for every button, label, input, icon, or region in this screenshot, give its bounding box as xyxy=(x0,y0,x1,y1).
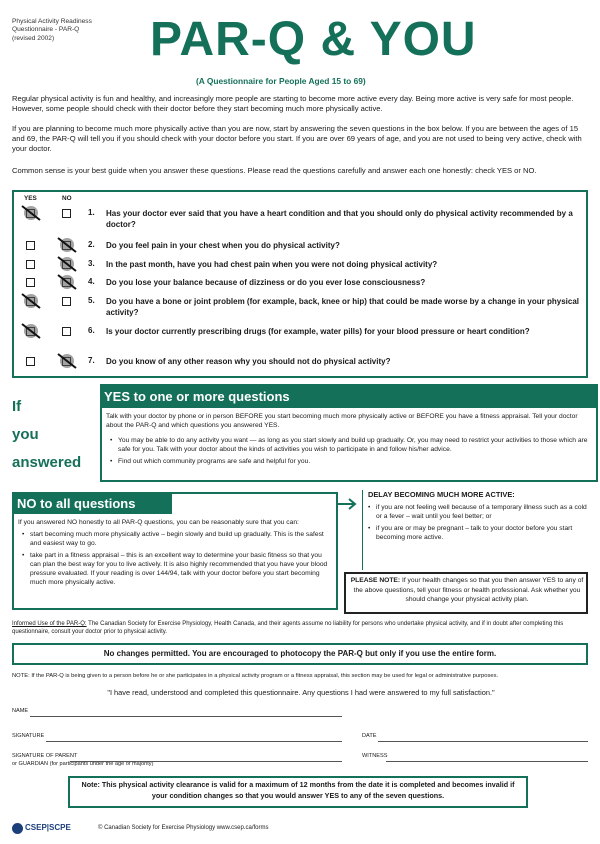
date-field[interactable] xyxy=(378,741,588,742)
signature-field[interactable] xyxy=(46,741,342,742)
question-text: Is your doctor currently prescribing drugs (for example, water pills) for your blood pressure or heart condition? xyxy=(106,327,530,336)
check-mark-icon xyxy=(20,292,42,310)
answered-word: answered xyxy=(12,454,82,471)
you-word: you xyxy=(12,426,39,443)
yes-column-label: YES xyxy=(24,195,37,202)
yes-bullet-1: • You may be able to do any activity you want — as long as you start slowly and build up gradually. Or, you may need to restrict your activities to those which are safe for you. Talk with your doctor about the kinds of activities you wish to participate in and follow his/her advice. xyxy=(110,436,590,454)
no-section-heading: NO to all questions xyxy=(17,496,136,511)
form-id-line-3: (revised 2002) xyxy=(12,34,55,42)
check-mark-icon xyxy=(56,352,78,370)
no-section-list xyxy=(22,530,332,587)
question-text: Has your doctor ever said that you have a heart condition and that you should only do physical activity recommended by a doctor? xyxy=(106,209,573,229)
if-word: If xyxy=(12,398,22,415)
yes-bullet-2: • Find out which community programs are safe and helpful for you. xyxy=(110,457,590,466)
question-number: 1. xyxy=(88,208,95,217)
no-changes-text: No changes permitted. You are encouraged to photocopy the PAR-Q but only if you use the entire form. xyxy=(103,649,497,658)
declaration-text: "I have read, understood and completed this questionnaire. Any questions I had were answered to my full satisfaction." xyxy=(107,688,495,697)
question-number: 5. xyxy=(88,296,95,305)
legal-note: NOTE: If the PAR-Q is being given to a person before he or she participates in a physical activity program or a fitness appraisal, this section may be used for legal or administrative purposes. xyxy=(12,673,499,679)
check-mark-icon xyxy=(20,204,42,222)
name-field[interactable] xyxy=(30,716,342,717)
question-text: Do you have a bone or joint problem (for example, back, knee or hip) that could be made worse by a change in your physical activity? xyxy=(106,297,579,317)
delay-bullet-1: • if you are not feeling well because of a temporary illness such as a cold or a fever – wait until you feel better; or xyxy=(368,503,590,521)
parent-signature-field[interactable] xyxy=(70,761,342,762)
question-number: 2. xyxy=(88,240,95,249)
informed-use-label: Informed Use of the PAR-Q: xyxy=(12,621,87,627)
arrow-right-icon xyxy=(338,498,360,510)
delay-bullet-2: • if you are or may be pregnant – talk to your doctor before you start becoming more active. xyxy=(368,524,590,542)
witness-label: WITNESS xyxy=(362,753,388,759)
signature-label: SIGNATURE xyxy=(12,733,45,739)
check-mark-icon xyxy=(56,273,78,291)
yes-section-heading: YES to one or more questions xyxy=(104,389,290,404)
yes-checkbox[interactable] xyxy=(26,260,35,269)
question-number: 6. xyxy=(88,326,95,335)
intro-paragraph-3: Common sense is your best guide when you answer these questions. Please read the questions carefully and answer each one honestly: check YES or NO. xyxy=(12,166,537,175)
delay-list xyxy=(368,503,590,542)
yes-checkbox[interactable] xyxy=(26,278,35,287)
question-number: 4. xyxy=(88,277,95,286)
question-text: Do you feel pain in your chest when you do physical activity? xyxy=(106,241,340,250)
check-mark-icon xyxy=(56,255,78,273)
please-note-label: PLEASE NOTE: xyxy=(350,577,401,584)
yes-section-list xyxy=(110,436,590,466)
page-subtitle: (A Questionnaire for People Aged 15 to 69) xyxy=(196,76,366,86)
name-label: NAME xyxy=(12,708,29,714)
question-number: 3. xyxy=(88,259,95,268)
yes-checkbox[interactable] xyxy=(26,241,35,250)
delay-divider xyxy=(362,490,363,570)
please-note-text: If your health changes so that you then answer YES to any of the above questions, tell your fitness or health professional. Ask whether you should change your physical activity plan. xyxy=(353,577,584,603)
no-section-text: If you answered NO honestly to all PAR-Q questions, you can be reasonably sure that you can: xyxy=(18,519,299,526)
no-checkbox[interactable] xyxy=(62,297,71,306)
delay-section xyxy=(360,490,590,568)
intro-paragraph-2: If you are planning to become much more physically active than you are now, start by answering the seven questions in the box below. If you are between the ages of 15 and 69, the PAR-Q will tell you if you should check with your doctor before you start. If you are over 69 years of age, and you are not used to being very active, check with your doctor. xyxy=(12,124,582,153)
page-title: PAR-Q & YOU xyxy=(150,13,477,66)
logo-text: CSEP|SCPE xyxy=(25,823,71,832)
form-id-line-1: Physical Activity Readiness xyxy=(12,18,92,25)
no-checkbox[interactable] xyxy=(62,209,71,218)
no-checkbox[interactable] xyxy=(62,327,71,336)
date-label: DATE xyxy=(362,733,377,739)
form-id-line-2: Questionnaire - PAR-Q xyxy=(12,26,80,34)
csep-logo xyxy=(12,822,70,836)
validity-note-label: Note: xyxy=(81,780,100,789)
guardian-label: or GUARDIAN (for participants under the age of majority) xyxy=(12,761,154,767)
copyright: © Canadian Society for Exercise Physiology www.csep.ca/forms xyxy=(98,825,269,831)
intro-paragraph-1: Regular physical activity is fun and healthy, and increasingly more people are starting to become more active every day. Being more active is very safe for most people. However, some people should check with their doctor before they start becoming much more physically active. xyxy=(12,94,574,113)
informed-use-text: The Canadian Society for Exercise Physiology, Health Canada, and their agents assume no liability for persons who undertake physical activity, and if in doubt after completing this questionnaire, consult your doctor prior to physical activity. xyxy=(12,621,564,635)
yes-section-text: Talk with your doctor by phone or in person BEFORE you start becoming much more physically active or BEFORE you have a fitness appraisal. Tell your doctor about the PAR-Q and which questions you answered YES. xyxy=(106,413,578,429)
validity-note-block xyxy=(74,780,522,801)
check-mark-icon xyxy=(56,236,78,254)
yes-checkbox[interactable] xyxy=(26,357,35,366)
no-bullet-2: • take part in a fitness appraisal – this is an excellent way to determine your basic fitness so that you can plan the best way for you to live actively. It is also highly recommended that you have your blood pressure evaluated. If your reading is over 144/94, talk with your doctor before you start becoming much more physically active. xyxy=(22,551,332,587)
delay-heading: DELAY BECOMING MUCH MORE ACTIVE: xyxy=(368,490,515,499)
question-text: In the past month, have you had chest pain when you were not doing physical activity? xyxy=(106,260,438,269)
no-bullet-1: • start becoming much more physically active – begin slowly and build up gradually. This is the safest and easiest way to go. xyxy=(22,530,332,548)
no-column-label: NO xyxy=(62,195,72,202)
question-text: Do you lose your balance because of dizziness or do you ever lose consciousness? xyxy=(106,278,426,287)
question-text: Do you know of any other reason why you should not do physical activity? xyxy=(106,357,391,366)
check-mark-icon xyxy=(20,322,42,340)
validity-note-text: This physical activity clearance is valid for a maximum of 12 months from the date it is completed and becomes invalid if your condition changes so that you would answer YES to any of the seven questions. xyxy=(101,780,515,800)
question-number: 7. xyxy=(88,356,95,365)
informed-use-block xyxy=(12,620,590,636)
please-note-text-block xyxy=(350,576,584,605)
witness-field[interactable] xyxy=(386,761,588,762)
parent-signature-label: SIGNATURE OF PARENT xyxy=(12,753,78,759)
form-id-block xyxy=(12,18,92,43)
